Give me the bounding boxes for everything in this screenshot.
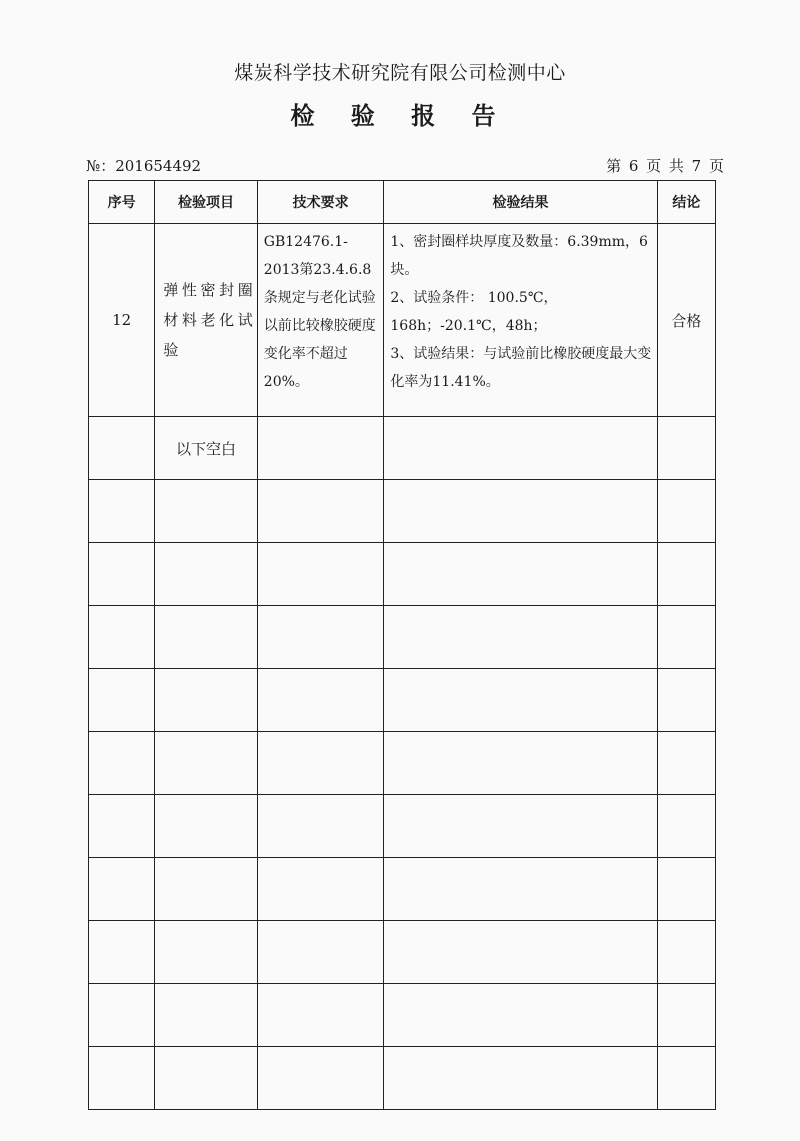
empty-row: [89, 921, 716, 984]
page-info: 第 6 页 共 7 页: [606, 157, 724, 175]
report-meta: [86, 155, 724, 176]
empty-row: [89, 543, 716, 606]
result-line-3: 3、试验结果：与试验前比橡胶硬度最大变化率为11.41%。: [390, 346, 652, 390]
column-header-item: 检验项目: [155, 181, 257, 224]
empty-row: [89, 480, 716, 543]
report-title: 检 验 报 告: [290, 101, 510, 130]
result-line-1: 1、密封圈样块厚度及数量：6.39mm，6块。: [390, 234, 648, 278]
empty-row: [89, 732, 716, 795]
row-requirement: [257, 417, 384, 480]
empty-row: [89, 606, 716, 669]
empty-row: [89, 1047, 716, 1110]
organization-name: 煤炭科学技术研究院有限公司检测中心: [234, 62, 566, 84]
empty-row: [89, 984, 716, 1047]
column-header-conclusion: 结论: [657, 181, 715, 224]
row-item: 以下空白: [155, 417, 257, 480]
row-result: [384, 224, 657, 417]
column-header-seq: 序号: [89, 181, 155, 224]
column-header-requirement: 技术要求: [257, 181, 384, 224]
table-header-row: [89, 181, 716, 224]
row-conclusion: 合格: [657, 224, 715, 417]
row-item: [155, 224, 257, 417]
row-item-text: 弹性密封圈材料老化试验: [163, 281, 253, 359]
row-seq: 12: [89, 224, 155, 417]
row-requirement: [257, 224, 384, 417]
table-row: [89, 417, 716, 480]
column-header-result: 检验结果: [384, 181, 657, 224]
table-row: [89, 224, 716, 417]
empty-row: [89, 669, 716, 732]
row-result: [384, 417, 657, 480]
row-seq: [89, 417, 155, 480]
row-requirement-text: GB12476.1-2013第23.4.6.8条规定与老化试验以前比较橡胶硬度变化率不超过20%。: [263, 234, 376, 390]
inspection-table: [88, 180, 716, 1110]
report-number: №：201654492: [86, 157, 202, 175]
empty-row: [89, 858, 716, 921]
result-line-2: 2、试验条件： 100.5℃， 168h；-20.1℃，48h；: [390, 290, 558, 334]
row-conclusion: [657, 417, 715, 480]
empty-row: [89, 795, 716, 858]
